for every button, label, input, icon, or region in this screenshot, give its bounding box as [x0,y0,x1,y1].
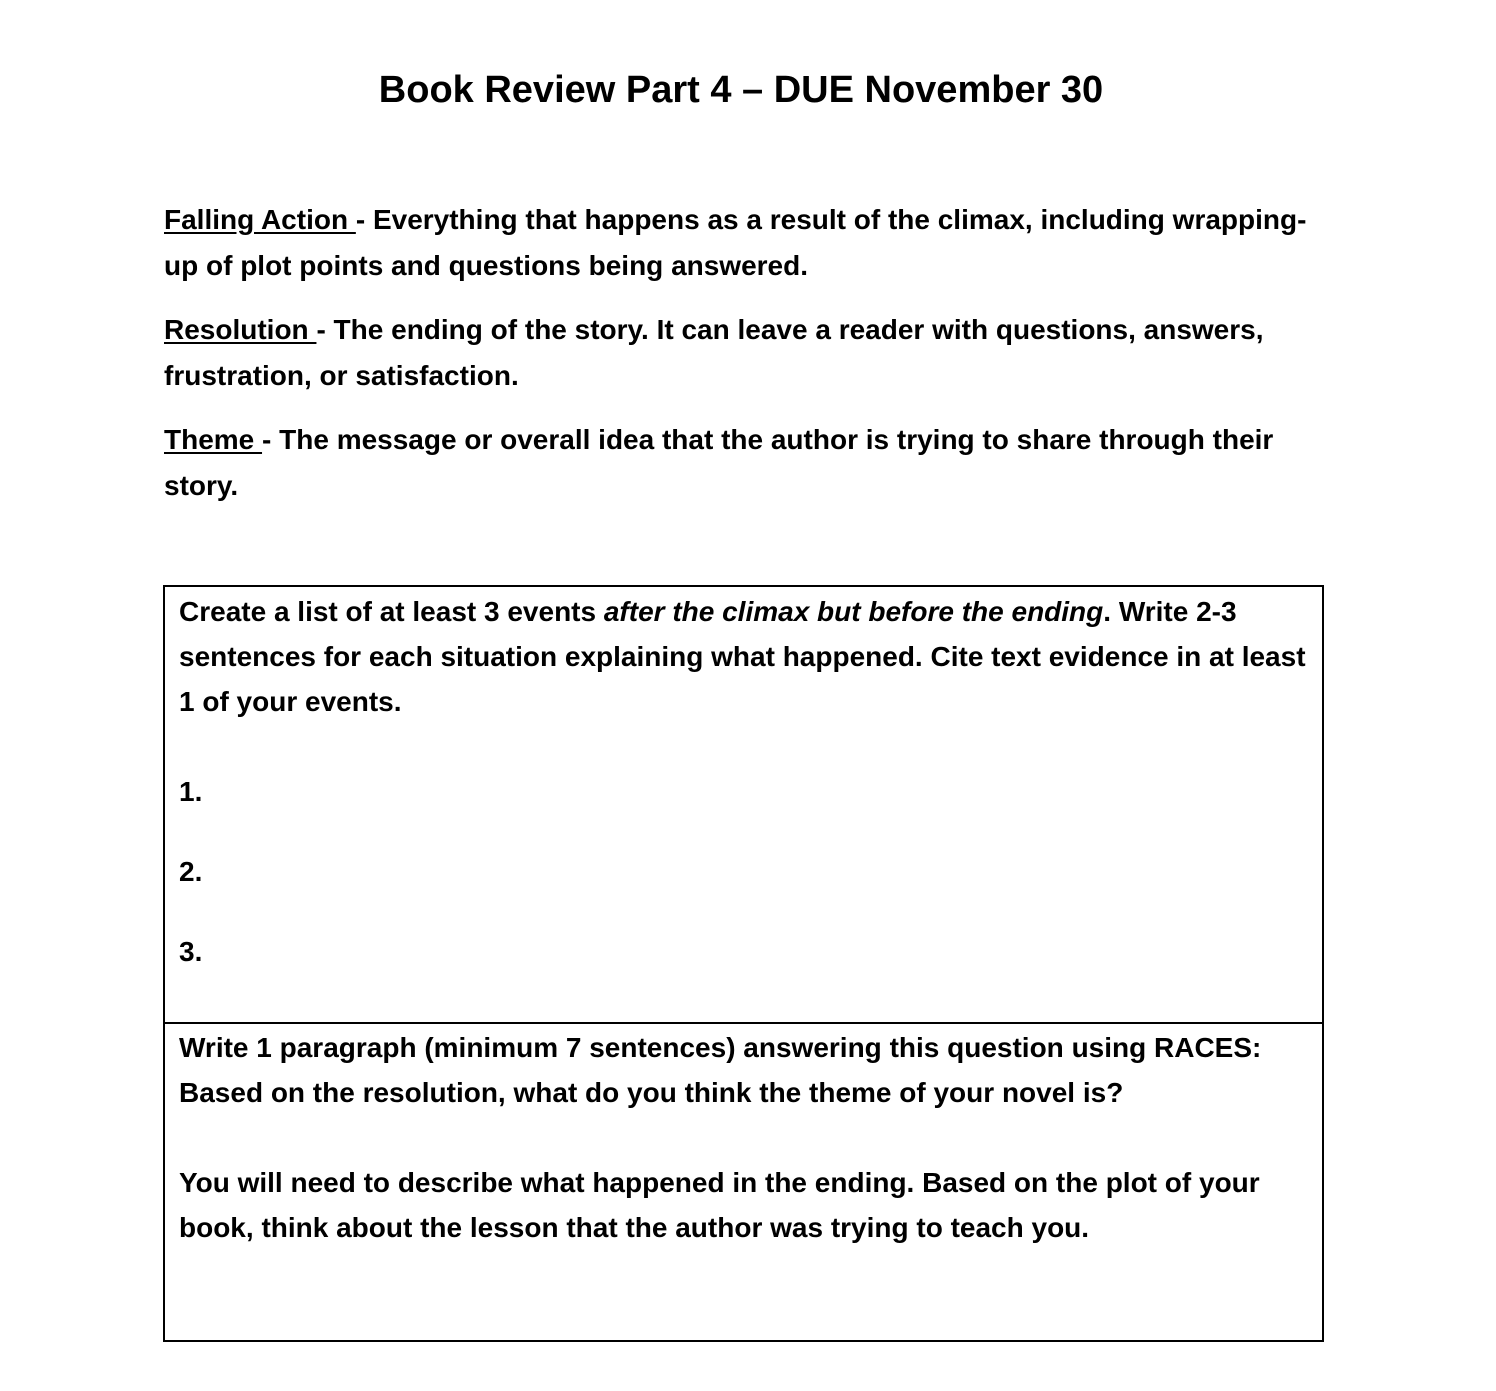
definition-resolution [164,307,1324,399]
event-item-1: 1. [179,776,203,807]
assignment-table [163,585,1324,1342]
definition-theme [164,417,1324,509]
events-task-instructions [179,589,1308,724]
definition-term: Resolution [164,314,317,345]
theme-task-note: You will need to describe what happened in the ending. Based on the plot of your book, think about the lesson that the author was trying to teach you. [179,1167,1260,1243]
event-item-3: 3. [179,936,203,967]
definition-text: - Everything that happens as a result of the climax, including wrapping-up of plot points and questions being answered. [164,204,1307,281]
page-title: Book Review Part 4 – DUE November 30 [378,69,1104,111]
theme-task-prompt: Write 1 paragraph (minimum 7 sentences) answering this question using RACES: Based on the resolution, what do you think the theme of your novel is? [179,1032,1262,1108]
definition-falling-action [164,197,1324,289]
events-task-cell [165,587,1322,1024]
definition-text: - The ending of the story. It can leave a reader with questions, answers, frustration, or satisfaction. [164,314,1264,391]
definition-term: Theme [164,424,263,455]
theme-task-cell [165,1024,1322,1340]
definition-text: - The message or overall idea that the author is trying to share through their story. [164,424,1274,501]
definition-term: Falling Action [164,204,356,235]
event-item-2: 2. [179,856,203,887]
instructions-text: . Write 2-3 sentences for each situation explaining what happened. Cite text evidence in at least 1 of your events. [179,596,1306,717]
instructions-emphasis: after the climax but before the ending [603,596,1104,627]
definitions-section [164,197,1324,527]
instructions-text: Create a list of at least 3 events [179,596,604,627]
